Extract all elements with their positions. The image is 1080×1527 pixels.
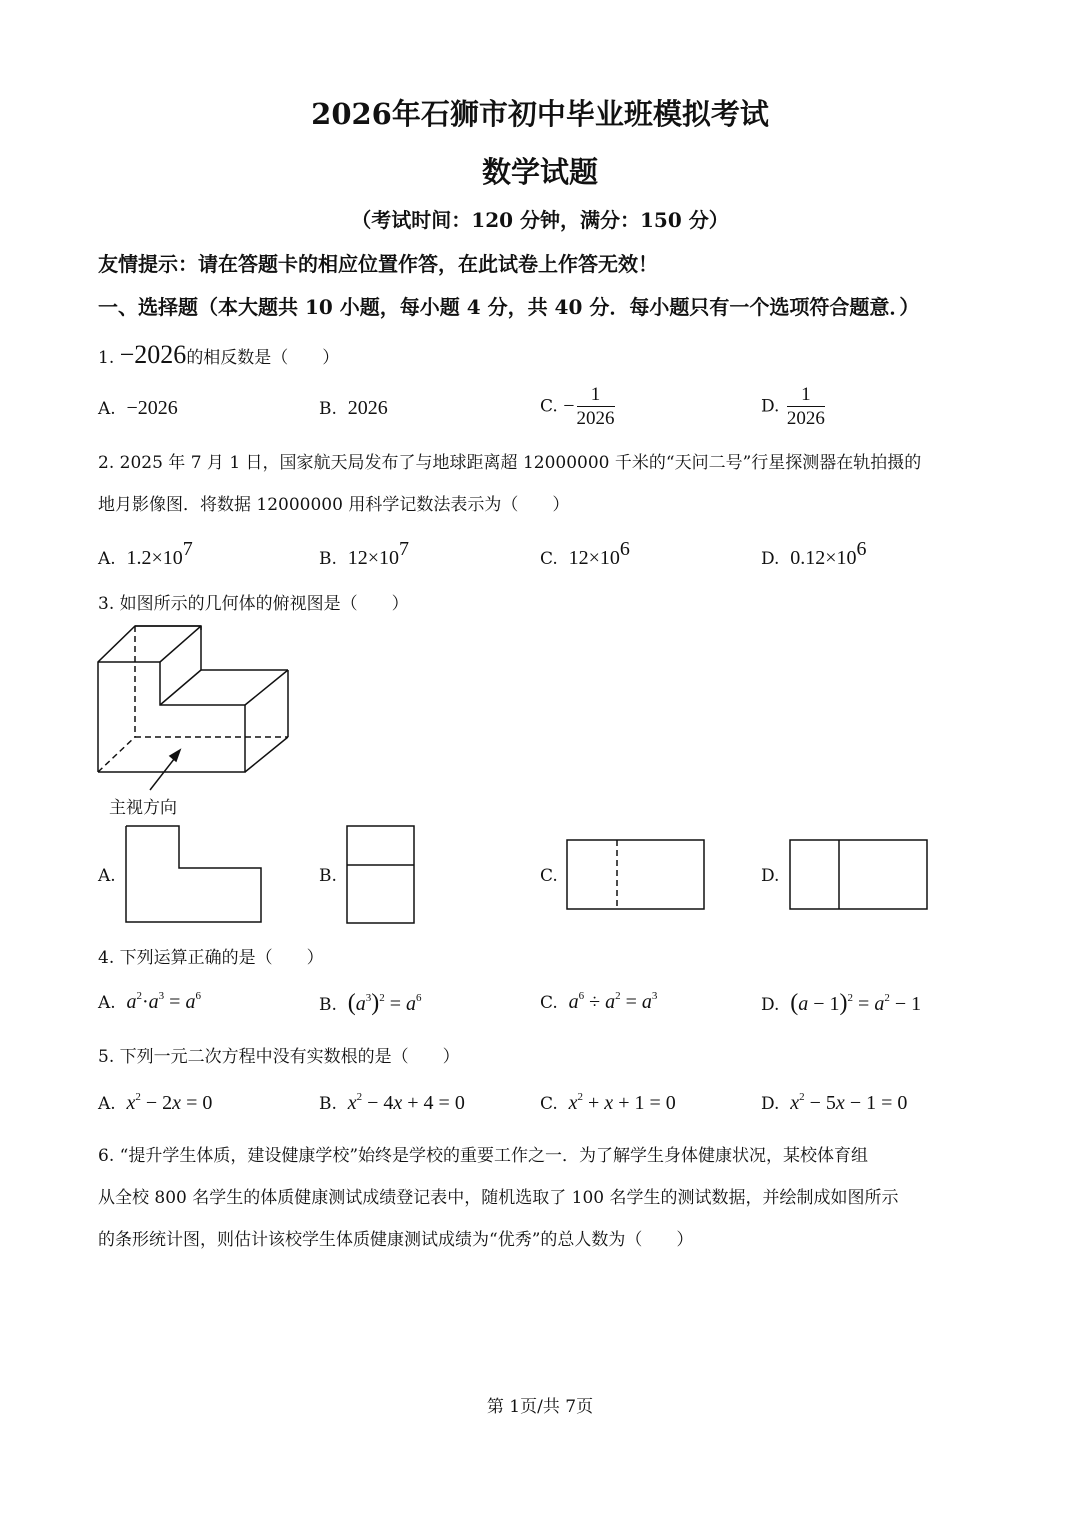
q5-option-d: D. $x^2 - 5x - 1 = 0$ (761, 1091, 908, 1114)
q1-c-fraction: $\frac{1}{2026}$ (576, 384, 615, 429)
option-b-shape (347, 826, 414, 923)
option-a-shape (126, 826, 261, 922)
option-c-shape (567, 840, 704, 909)
q1-expression: −2026 (119, 340, 187, 369)
q3-figure-caption: 主视方向 (109, 798, 177, 818)
option-d-shape (790, 840, 927, 909)
solid-edge (98, 626, 201, 772)
q1-option-c: C. − $\frac{1}{2026}$ (540, 384, 615, 429)
q2-option-b: B. $12\times 10^7$ (319, 538, 409, 569)
q3-option-c-label: C. (540, 866, 558, 886)
question-6-line-2: 从全校 800 名学生的体质健康测试成绩登记表中，随机选取了 100 名学生的测试数据，并绘制成如图所示 (98, 1188, 899, 1208)
q1-number: 1. (98, 348, 115, 368)
question-6-line-3: 的条形统计图，则估计该校学生体质健康测试成绩为“优秀”的总人数为（ ） (98, 1230, 694, 1250)
q4-option-c: C. $a^6 \div a^2 = a^3$ (540, 990, 658, 1013)
subject-title: 数学试题 (481, 155, 598, 189)
q3-option-b-label: B. (319, 866, 337, 886)
question-2-line-2: 地月影像图．将数据 12000000 用科学记数法表示为（ ） (98, 495, 570, 515)
section-heading: 一、选择题（本大题共 10 小题，每小题 4 分，共 40 分．每小题只有一个选项符合题意．） (98, 295, 920, 319)
notice: 友情提示：请在答题卡的相应位置作答，在此试卷上作答无效！ (98, 252, 658, 276)
q1-option-a: A. −2026 (98, 397, 178, 419)
question-3: 3. 如图所示的几何体的俯视图是（ ） (98, 594, 409, 614)
page-number: 第 1页/共 7页 (486, 1397, 594, 1417)
question-6-line-1: 6. “提升学生体质，建设健康学校”始终是学校的重要工作之一．为了解学生身体健康状况，某校体育组 (98, 1146, 869, 1166)
question-2-line-1: 2. 2025 年 7 月 1 日，国家航天局发布了与地球距离超 12000000 千米的“天问二号”行星探测器在轨拍摄的 (98, 453, 922, 473)
q2-option-d: D. $0.12\times 10^6$ (761, 538, 867, 569)
q4-option-a: A. $a^2\cdot a^3 = a^6$ (98, 990, 201, 1013)
q5-option-c: C. $x^2 + x + 1 = 0$ (540, 1091, 676, 1114)
q2-option-a: A. $1.2\times 10^7$ (98, 538, 193, 569)
q5-option-b: B. $x^2 - 4x + 4 = 0$ (319, 1091, 465, 1114)
q3-option-d-label: D. (761, 866, 780, 886)
q2-option-c: C. $12\times 10^6$ (540, 538, 630, 569)
q1-text: 的相反数是（ ） (186, 348, 340, 368)
q1-option-d: D. $\frac{1}{2026}$ (761, 384, 825, 429)
question-5: 5. 下列一元二次方程中没有实数根的是（ ） (98, 1047, 460, 1067)
q4-option-b: B. $(a^3)^2 = a^6$ (319, 990, 422, 1016)
q3-option-a-label: A. (98, 866, 116, 886)
q4-option-d: D. $(a - 1)^2 = a^2 - 1$ (761, 990, 922, 1016)
exam-title: 2026年石狮市初中毕业班模拟考试 (311, 97, 769, 131)
question-4: 4. 下列运算正确的是（ ） (98, 948, 324, 968)
q5-option-a: A. $x^2 - 2x = 0$ (98, 1091, 213, 1114)
q1-d-fraction: $\frac{1}{2026}$ (786, 384, 825, 429)
exam-info: （考试时间：120 分钟，满分：150 分） (351, 208, 729, 232)
q1-option-b: B. 2026 (319, 397, 388, 419)
